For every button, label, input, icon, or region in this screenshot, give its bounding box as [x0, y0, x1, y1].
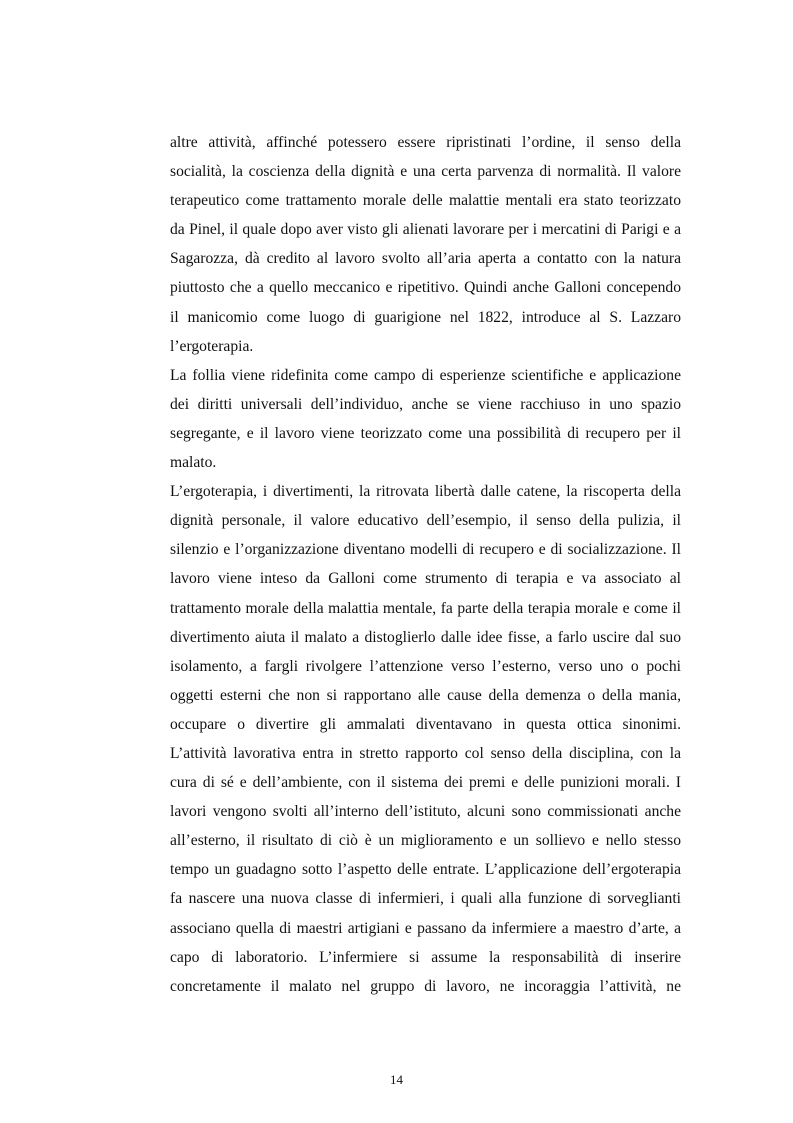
text-line: capo di laboratorio. L’infermiere si assume la responsabilità di inserire	[170, 948, 681, 966]
text-line: concretamente il malato nel gruppo di lavoro, ne incoraggia l’attività, ne	[170, 977, 681, 995]
text-line: socialità, la coscienza della dignità e una certa parvenza di normalità. Il valore	[170, 163, 681, 181]
text-line: La follia viene ridefinita come campo di esperienze scientifiche e applicazione	[170, 366, 681, 384]
text-line: malato.	[170, 454, 217, 472]
text-line: associano quella di maestri artigiani e passano da infermiere a maestro d’arte, a	[170, 919, 681, 937]
text-line: isolamento, a fargli rivolgere l’attenzione verso l’esterno, verso uno o pochi	[170, 657, 681, 675]
text-line: dignità personale, il valore educativo dell’esempio, il senso della pulizia, il	[170, 512, 681, 530]
text-line: all’esterno, il risultato di ciò è un miglioramento e un sollievo e nello stesso	[170, 832, 681, 850]
text-line: altre attività, affinché potessero essere ripristinati l’ordine, il senso della	[170, 134, 681, 151]
text-line: tempo un guadagno sotto l’aspetto delle entrate. L’applicazione dell’ergoterapia	[170, 861, 681, 879]
text-line: terapeutico come trattamento morale delle malattie mentali era stato teorizzato	[170, 192, 681, 210]
text-line: L’attività lavorativa entra in stretto rapporto col senso della disciplina, con la	[170, 744, 681, 762]
text-line: lavoro viene inteso da Galloni come strumento di terapia e va associato al	[170, 570, 681, 588]
text-line: oggetti esterni che non si rapportano alle cause della demenza o della mania,	[170, 686, 681, 704]
text-line: segregante, e il lavoro viene teorizzato come una possibilità di recupero per il	[170, 424, 681, 442]
text-line: lavori vengono svolti all’interno dell’istituto, alcuni sono commissionati anche	[170, 803, 681, 821]
text-line: il manicomio come luogo di guarigione nel 1822, introduce al S. Lazzaro	[170, 308, 681, 326]
text-line: L’ergoterapia, i divertimenti, la ritrovata libertà dalle catene, la riscoperta della	[170, 483, 681, 501]
text-line: trattamento morale della malattia mentale, fa parte della terapia morale e come il	[170, 599, 681, 617]
paragraph	[170, 128, 681, 361]
page-number: 14	[390, 1072, 403, 1087]
paragraph	[170, 477, 681, 1001]
text-line: l’ergoterapia.	[170, 337, 254, 355]
text-line: fa nascere una nuova classe di infermieri, i quali alla funzione di sorveglianti	[170, 890, 681, 908]
text-line: da Pinel, il quale dopo aver visto gli alienati lavorare per i mercatini di Parigi e a	[170, 221, 681, 239]
text-line: divertimento aiuta il malato a distoglierlo dalle idee fisse, a farlo uscire dal suo	[170, 628, 681, 646]
text-line: piuttosto che a quello meccanico e ripetitivo. Quindi anche Galloni concependo	[170, 279, 681, 297]
text-line: occupare o divertire gli ammalati diventavano in questa ottica sinonimi.	[170, 715, 681, 733]
text-line: silenzio e l’organizzazione diventano modelli di recupero e di socializzazione. Il	[170, 541, 681, 559]
paragraph	[170, 361, 681, 477]
body-text	[170, 128, 681, 1001]
text-line: cura di sé e dell’ambiente, con il sistema dei premi e delle punizioni morali. I	[170, 774, 681, 792]
text-line: Sagarozza, dà credito al lavoro svolto all’aria aperta a contatto con la natura	[170, 250, 681, 268]
text-line: dei diritti universali dell’individuo, anche se viene racchiuso in uno spazio	[170, 395, 681, 413]
